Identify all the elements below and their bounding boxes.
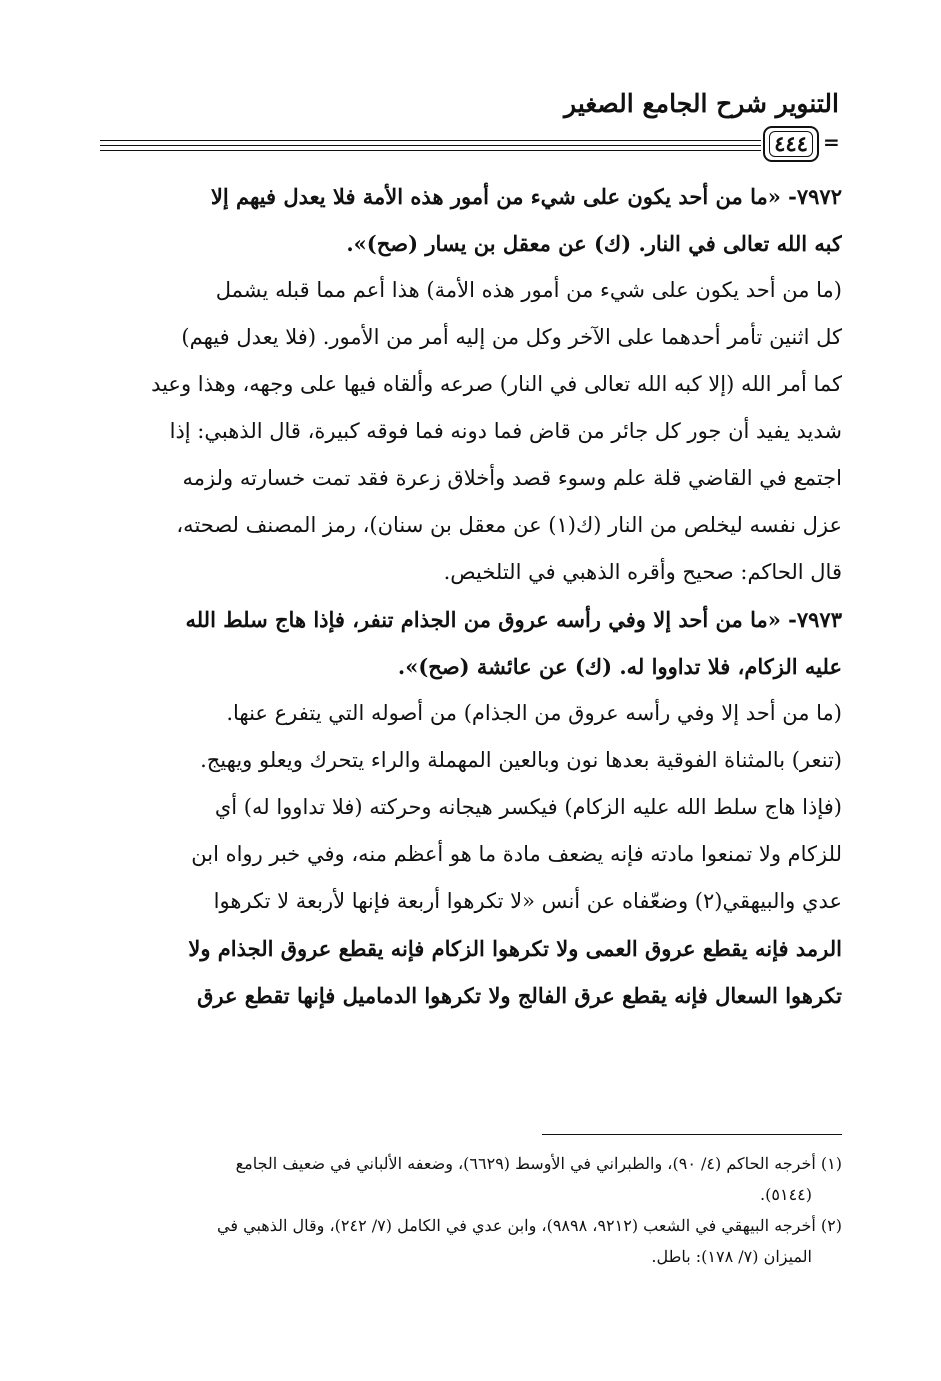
text-line: كل اثنين تأمر أحدهما على الآخر وكل من إليه أمر من الأمور. (فلا يعدل فيهم) bbox=[181, 325, 842, 349]
main-text bbox=[100, 173, 842, 1019]
footnote-separator bbox=[542, 1134, 842, 1135]
text-line: تكرهوا السعال فإنه يقطع عرق الفالج ولا تكرهوا الدماميل فإنها تقطع عرق bbox=[197, 983, 842, 1008]
page-number-inner-frame bbox=[769, 131, 813, 157]
page-number: ٤٤٤ bbox=[774, 131, 808, 156]
text-line: للزكام ولا تمنعوا مادته فإنه يضعف مادة ما هو أعظم منه، وفي خبر رواه ابن bbox=[191, 842, 842, 866]
footnote-line: (٥١٤٤). bbox=[760, 1185, 812, 1204]
text-line: اجتمع في القاضي قلة علم وسوء قصد وأخلاق زعرة فقد تمت خسارته ولزمه bbox=[182, 466, 842, 490]
text-line: كما أمر الله (إلا كبه الله تعالى في النار) صرعه وألقاه فيها على وجهه، وهذا وعيد bbox=[151, 372, 842, 396]
text-line: كبه الله تعالى في النار. (ك) عن معقل بن يسار (صح)». bbox=[346, 231, 842, 256]
text-line: الرمد فإنه يقطع عروق العمى ولا تكرهوا الزكام فإنه يقطع عروق الجذام ولا bbox=[188, 936, 842, 961]
text-line: قال الحاكم: صحيح وأقره الذهبي في التلخيص. bbox=[443, 560, 842, 584]
text-line: ٧٩٧٣- «ما من أحد إلا وفي رأسه عروق من الجذام تنفر، فإذا هاج سلط الله bbox=[185, 607, 842, 632]
text-line: عدي والبيهقي(٢) وضعّفاه عن أنس «لا تكرهوا أربعة فإنها لأربعة لا تكرهوا bbox=[213, 889, 842, 913]
text-line: (تنعر) بالمثناة الفوقية بعدها نون وبالعين المهملة والراء يتحرك ويعلو ويهيج. bbox=[200, 748, 842, 772]
footnote-line: (١) أخرجه الحاكم (٤/ ٩٠)، والطبراني في الأوسط (٦٦٢٩)، وضعفه الألباني في ضعيف الجامع bbox=[235, 1154, 842, 1173]
equals-mark: = bbox=[823, 130, 840, 154]
text-line: ٧٩٧٢- «ما من أحد يكون على شيء من أمور هذه الأمة فلا يعدل فيهم إلا bbox=[210, 184, 842, 209]
footnotes bbox=[100, 1148, 842, 1272]
text-line: عليه الزكام، فلا تداووا له. (ك) عن عائشة (صح)». bbox=[397, 654, 842, 679]
text-line: (ما من أحد إلا وفي رأسه عروق من الجذام) من أصوله التي يتفرع عنها. bbox=[226, 701, 842, 725]
text-line: شديد يفيد أن جور كل جائر من قاض فما دونه فما فوقه كبيرة، قال الذهبي: إذا bbox=[169, 419, 842, 443]
running-title: التنوير شرح الجامع الصغير bbox=[564, 89, 839, 118]
text-line: (فإذا هاج سلط الله عليه الزكام) فيكسر هيجانه وحركته (فلا تداووا له) أي bbox=[214, 795, 842, 819]
footnote-line: (٢) أخرجه البيهقي في الشعب (٩٢١٢، ٩٨٩٨)، وابن عدي في الكامل (٧/ ٢٤٢)، وقال الذهبي في bbox=[217, 1216, 842, 1235]
text-line: (ما من أحد يكون على شيء من أمور هذه الأمة) هذا أعم مما قبله يشمل bbox=[215, 278, 842, 302]
footnote-line: الميزان (٧/ ١٧٨): باطل. bbox=[651, 1247, 812, 1266]
text-line: عزل نفسه ليخلص من النار (ك(١) عن معقل بن سنان)، رمز المصنف لصحته، bbox=[176, 513, 842, 537]
